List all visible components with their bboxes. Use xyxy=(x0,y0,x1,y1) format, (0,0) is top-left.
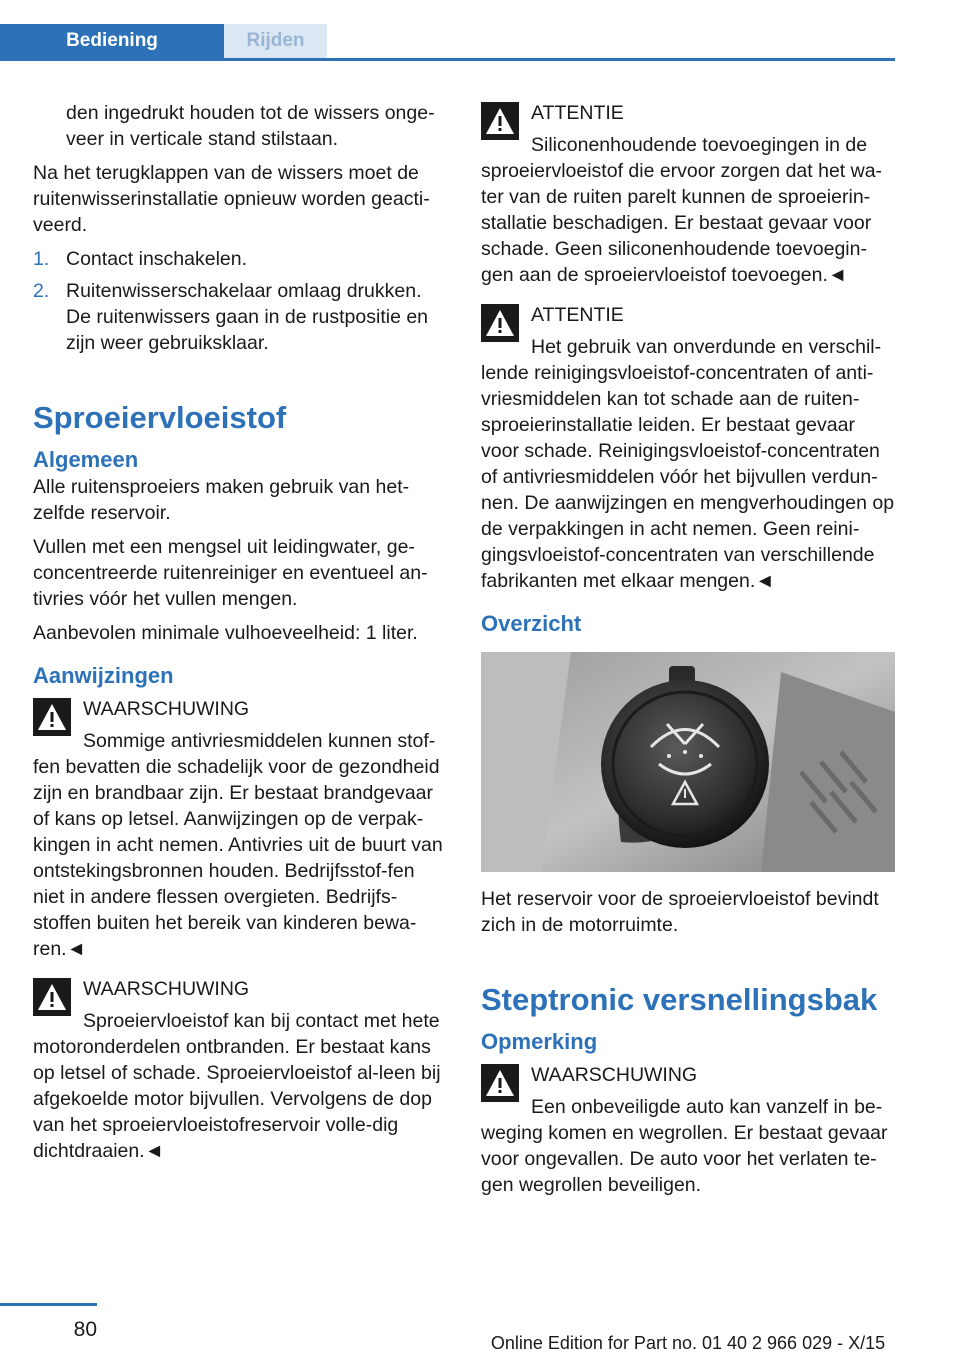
attention-title: ATTENTIE xyxy=(531,304,624,326)
tab-rijden[interactable]: Rijden xyxy=(224,24,327,58)
washer-reservoir-cap-photo xyxy=(481,652,895,872)
warning-triangle-icon xyxy=(481,1064,519,1102)
right-column xyxy=(481,100,895,1212)
subsection-title-overzicht: Overzicht xyxy=(481,611,582,636)
warning-block-antifreeze xyxy=(33,696,449,962)
list-item xyxy=(33,278,449,356)
step-list xyxy=(33,246,449,356)
paragraph-general-3: Aanbevolen minimale vulhoeveelheid: 1 liter. xyxy=(33,622,418,644)
list-item xyxy=(33,246,449,272)
warning-block-fluid-ignition xyxy=(33,976,449,1164)
footer-rule xyxy=(0,1303,97,1306)
edition-footer: Online Edition for Part no. 01 40 2 966 029 - X/15 xyxy=(490,1333,886,1353)
step-number: 1. xyxy=(33,248,50,270)
warning-body: Een onbeveiligde auto kan vanzelf in be-weging komen en wegrollen. Er bestaat gevaar voor ongevallen. De auto voor het verlaten te-gen wegrollen beveiligen. xyxy=(481,1096,888,1196)
warning-triangle-icon xyxy=(481,102,519,140)
paragraph-overview: Het reservoir voor de sproeiervloeistof bevindt zich in de motorruimte. xyxy=(481,888,879,936)
subsection-title-algemeen: Algemeen xyxy=(33,447,139,472)
warning-triangle-icon xyxy=(33,698,71,736)
attention-title: ATTENTIE xyxy=(531,102,624,124)
paragraph-after-wipers: Na het terugklappen van de wissers moet de ruitenwisserinstallatie opnieuw worden geacti-veerd. xyxy=(33,162,430,236)
attention-body: Het gebruik van onverdunde en verschil-lende reinigingsvloeistof-concentraten of anti-vriesmiddelen kan tot schade aan de ruiten-sproeierinstallatie leiden. Er bestaat gevaar voor schade. Reinigingsvloeistof-concentraten of antivriesmiddelen vóór het bijvullen verdun-nen. De aanwijzingen en mengverhoudingen op de verpakkingen in acht nemen. Geen reini-gingsvloeistof-concentraten van verschillende fabrikanten met elkaar mengen.◄ xyxy=(481,336,895,592)
section-title-sproeiervloeistof: Sproeiervloeistof xyxy=(33,400,287,435)
warning-block-rolling xyxy=(481,1062,895,1198)
subsection-title-opmerking: Opmerking xyxy=(481,1029,598,1054)
step-text: Contact inschakelen. xyxy=(66,248,248,270)
subsection-title-aanwijzingen: Aanwijzingen xyxy=(33,663,174,688)
attention-block-silicone xyxy=(481,100,895,288)
warning-body: Sproeiervloeistof kan bij contact met hete motoronderdelen ontbranden. Er bestaat kans op letsel of schade. Sproeiervloeistof al-leen bij afgekoelde motor bijvullen. Vervolgens de dop van het sproeiervloeistofreservoir volle-dig dichtdraaien.◄ xyxy=(33,1010,441,1162)
left-column xyxy=(33,100,449,1178)
paragraph-general-2: Vullen met een mengsel uit leidingwater, ge-concentreerde ruitenreiniger en eventueel an-tivries vóór het vullen mengen. xyxy=(33,536,428,610)
page-number: 80 xyxy=(73,1318,97,1341)
chapter-tabs xyxy=(0,24,895,61)
attention-body: Siliconenhoudende toevoegingen in de sproeiervloeistof die ervoor zorgen dat het wa-ter van de ruiten parelt kunnen de sproeierin-stallatie beschadigen. Er bestaat gevaar voor schade. Geen siliconenhoudende toevoegin-gen aan de sproeiervloeistof toevoegen.◄ xyxy=(481,134,883,286)
warning-body: Sommige antivriesmiddelen kunnen stof-fen bevatten die schadelijk voor de gezondheid zijn en brandbaar zijn. Er bestaat brandgevaar of kans op letsel. Aanwijzingen op de verpak-kingen in acht nemen. Antivries uit de buurt van ontstekingsbronnen houden. Bedrijfsstof-fen niet in andere flessen overgieten. Bedrijfs-stoffen buiten het bereik van kinderen bewa-ren.◄ xyxy=(33,730,443,960)
step-text: Ruitenwisserschakelaar omlaag drukken. De ruitenwissers gaan in de rustpositie en zijn weer gebruiksklaar. xyxy=(66,280,429,354)
section-title-steptronic: Steptronic versnellingsbak xyxy=(481,982,878,1017)
warning-triangle-icon xyxy=(481,304,519,342)
warning-title: WAARSCHUWING xyxy=(531,1064,698,1086)
tab-bediening[interactable]: Bediening xyxy=(0,24,224,58)
warning-triangle-icon xyxy=(33,978,71,1016)
warning-title: WAARSCHUWING xyxy=(83,698,250,720)
attention-block-concentrates xyxy=(481,302,895,594)
continued-step-text: den ingedrukt houden tot de wissers onge-veer in verticale stand stilstaan. xyxy=(66,102,435,150)
paragraph-general-1: Alle ruitensproeiers maken gebruik van het-zelfde reservoir. xyxy=(33,476,410,524)
step-number: 2. xyxy=(33,280,50,302)
warning-title: WAARSCHUWING xyxy=(83,978,250,1000)
